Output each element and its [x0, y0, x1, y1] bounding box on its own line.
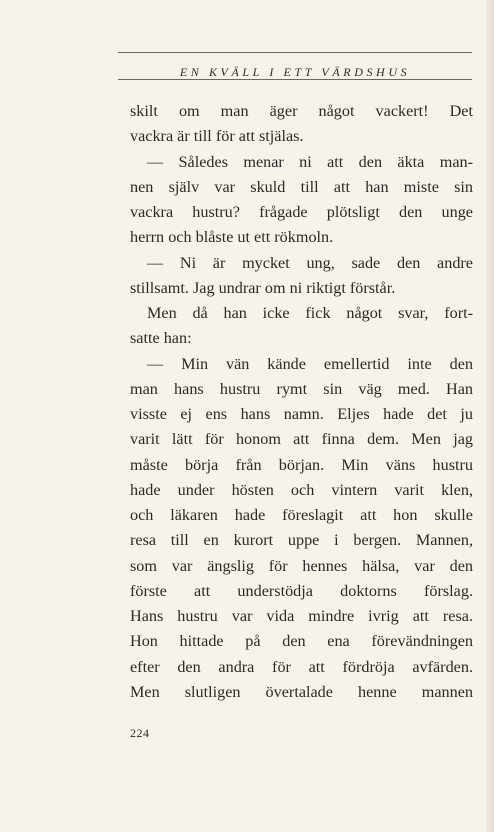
running-head	[118, 52, 472, 80]
text-line: resa till en kurort uppe i bergen. Mannen,	[130, 531, 473, 550]
text-line: Men slutligen övertalade henne mannen	[130, 682, 473, 701]
text-line: Men då han icke fick något svar, fort-	[147, 304, 473, 322]
text-line: skilt om man äger något vackert! Det	[130, 102, 473, 120]
text-line: som var ängslig för hennes hälsa, var den	[130, 556, 473, 575]
page-number: 224	[130, 726, 150, 740]
text-line: hade under hösten och vintern varit klen,	[130, 480, 473, 499]
text-line: — Således menar ni att den äkta man-	[147, 152, 473, 171]
text-line: — Min vän kände emellertid inte den	[147, 354, 473, 373]
text-line: förste att understödja doktorns förslag.	[130, 581, 473, 600]
text-line: måste börja från början. Min väns hustru	[130, 455, 473, 474]
text-line: Hans hustru var vida mindre ivrig att resa.	[130, 607, 473, 625]
text-line: — Ni är mycket ung, sade den andre	[147, 253, 473, 272]
body-text	[130, 99, 473, 705]
text-line: man hans hustru rymt sin väg med. Han	[130, 379, 473, 398]
text-line: Hon hittade på den ena förevändningen	[130, 632, 473, 651]
running-head-title: EN KVÄLL I ETT VÄRDSHUS	[179, 65, 411, 79]
text-line: nen själv var skuld till att han miste sin	[130, 177, 473, 196]
text-line: efter den andra för att fördröja avfärden.	[130, 657, 473, 676]
text-line: herrn och blåste ut ett rökmoln.	[130, 228, 334, 247]
text-line: stillsamt. Jag undrar om ni riktigt förstår.	[130, 278, 396, 297]
text-line: visste ej ens hans namn. Eljes hade det ju	[130, 405, 473, 423]
text-line: vackra hustru? frågade plötsligt den unge	[130, 203, 473, 221]
text-line: satte han:	[130, 329, 192, 348]
text-line: varit lätt för honom att finna dem. Men jag	[130, 430, 473, 449]
text-line: och läkaren hade föreslagit att hon skulle	[130, 506, 473, 524]
page-edge	[486, 0, 494, 832]
text-line: vackra är till för att stjälas.	[130, 127, 304, 146]
